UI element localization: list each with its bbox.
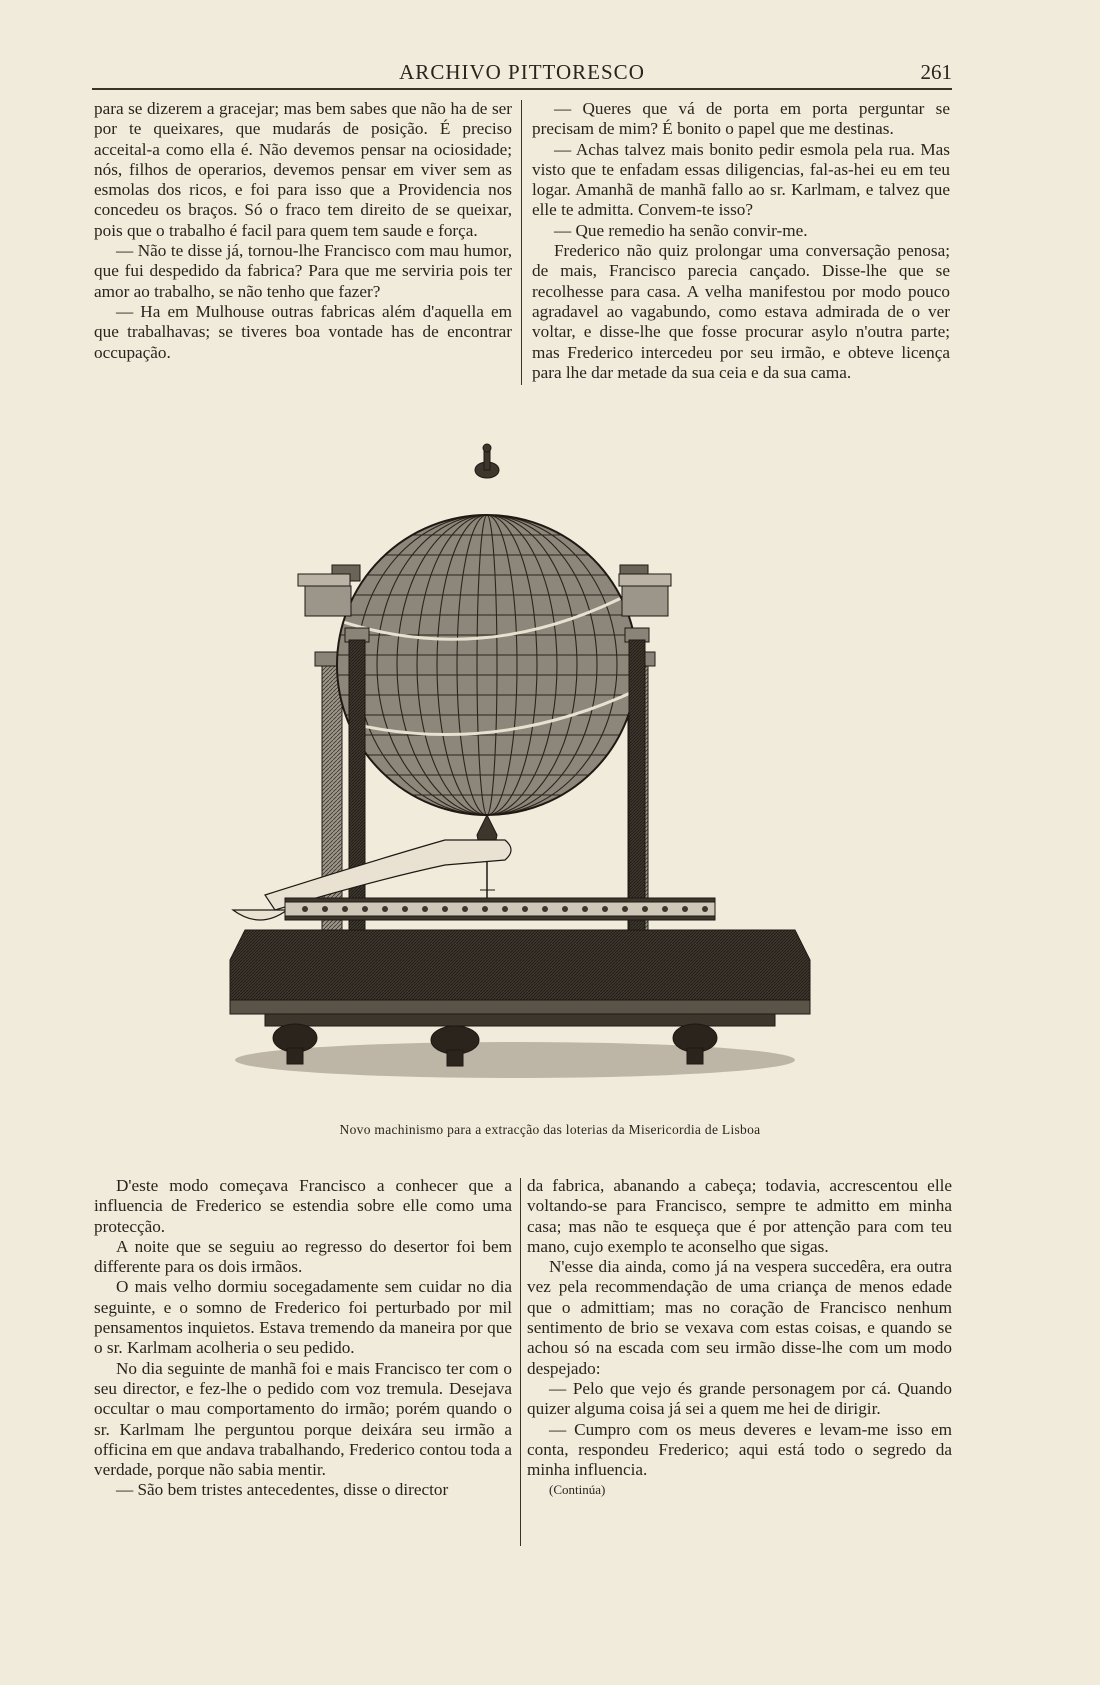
paragraph: N'esse dia ainda, como já na vespera succedêra, era outra vez pela recommendação de uma criança de menos edade que o admittiam; mas no coração de Francisco nenhum sentimento de brio se vexava com estas coisas, e quando se achou só na escada com seu irmão disse-lhe com um modo despejado: [527,1257,952,1378]
balustrade-ornaments [302,906,708,912]
paragraph: — Ha em Mulhouse outras fabricas além d'aquella em que trabalhavas; se tiveres boa vontade has de encontrar occupação. [94,301,512,362]
machine-base [230,930,810,1026]
ball-bowl [233,910,287,920]
page-header [92,58,952,90]
paragraph: — São bem tristes antecedentes, disse o director [116,1480,449,1500]
paragraph: da fabrica, abanando a cabeça; todavia, accrescentou elle voltando-se para Francisco, sempre te admitto em minha casa; mas não te esqueça que é por attenção para com teu mano, cujo exemplo te aconselho que sigas. [527,1176,952,1256]
paragraph: No dia seguinte de manhã foi e mais Francisco ter com o seu director, e fez-lhe o pedido com voz tremula. Desejava occultar o mau comportamento do irmão; porém quando o sr. Karlmam lhe perguntou porque deixára seu irmão a officina em que andava trabalhando, Frederico contou toda a verdade, porque não sabia mentir. [94,1358,512,1480]
paragraph: — Achas talvez mais bonito pedir esmola pela rua. Mas visto que te enfadam essas diligencias, fal-as-hei eu em teu logar. Amanhã de manhã fallo ao sr. Karlmam, e talvez que elle te admitta. Convem-te isso? [532,139,950,220]
balustrade [285,898,715,920]
paragraph: — Queres que vá de porta em porta perguntar se precisam de mim? É bonito o papel que me destinas. [532,99,950,139]
bottom-left-column [94,1176,512,1501]
paragraph: O mais velho dormiu socegadamente sem cuidar no dia seguinte, e o somno de Frederico foi perturbado por mil pensamentos inquietos. Estava tremendo da maneira por que o sr. Karlmam acolheria o seu pedido. [94,1277,512,1358]
top-left-column [94,99,512,363]
paragraph: — Que remedio ha senão convir-me. [554,220,808,240]
lottery-machine-engraving [225,440,815,1110]
paragraph: — Cumpro com os meus deveres e levam-me isso em conta, respondeu Frederico; aqui está todo o segredo da minha influencia. [527,1419,952,1480]
paragraph: — Não te disse já, tornou-lhe Francisco com mau humor, que fui despedido da fabrica? Para que me serviria pois ter amor ao trabalho, se não tenho que fazer? [94,241,512,301]
paragraph: D'este modo começava Francisco a conhecer que a influencia de Frederico se estendia sobre elle como uma protecção. [94,1176,512,1236]
paragraph: — Pelo que vejo és grande personagem por cá. Quando quizer alguma coisa já sei a quem me hei de dirigir. [527,1378,952,1419]
paragraph: A noite que se seguiu ao regresso do desertor foi bem differente para os dois irmãos. [94,1236,512,1277]
continuation-note: (Continúa) [549,1482,606,1498]
paragraph: para se dizerem a gracejar; mas bem sabes que não ha de ser por te queixares, que mudarás de posição. É preciso acceital-a como ella é. Não devemos pensar na ociosidade; nós, filhos de operarios, devemos pensar em viver sem as esmolas dos ricos, e foi para isso que a Providencia nos concedeu os braços. Só o fraco tem direito de se queixar, pois que o trabalho é facil para quem tem saude e força. [94,99,512,240]
bottom-right-column [527,1176,952,1501]
globe [325,515,645,815]
page-number: 261 [920,60,952,84]
figure-caption: Novo machinismo para a extracção das loterias da Misericordia de Lisboa [339,1122,761,1137]
paragraph: Frederico não quiz prolongar uma conversação penosa; de mais, Francisco parecia cançado. Disse-lhe que se recolhesse para casa. A velha manifestou por modo pouco agradavel ao vagabundo, como estava admirada de o ver voltar, e disse-lhe que fosse procurar asylo n'outra parte; mas Frederico intercedeu por seu irmão, e obteve licença para lhe dar metade da sua ceia e da sua cama. [532,241,950,382]
column-divider-top [521,100,522,385]
publication-title: ARCHIVO PITTORESCO [399,60,645,84]
globe-finial [475,444,499,478]
top-right-column [532,99,950,383]
column-divider-bottom [520,1178,521,1546]
